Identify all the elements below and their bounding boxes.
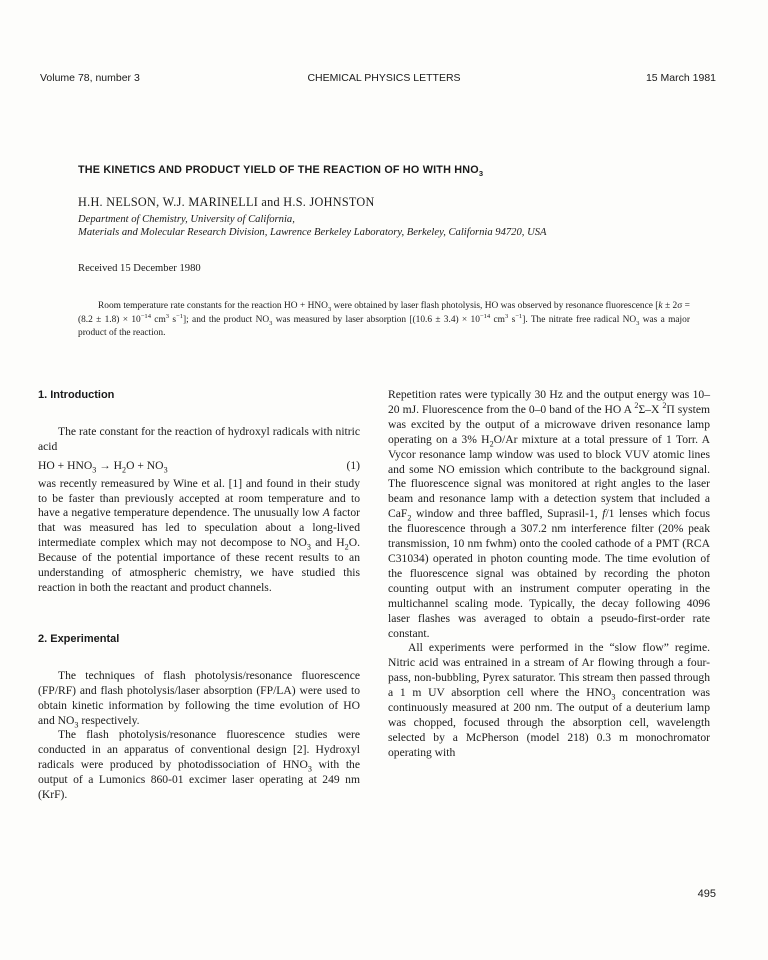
section-heading-experimental: 2. Experimental bbox=[38, 632, 120, 645]
section-heading-introduction: 1. Introduction bbox=[38, 389, 115, 401]
affiliation-laboratory: Materials and Molecular Research Division, Lawrence Berkeley Laboratory, Berkeley, California 94720, USA bbox=[78, 227, 547, 238]
affiliation-department: Department of Chemistry, University of California, bbox=[78, 214, 295, 225]
received-date: Received 15 December 1980 bbox=[78, 263, 201, 274]
abstract: Room temperature rate constants for the reaction HO + $HNO_3$ were obtained by laser flash photolysis, HO was observed by resonance fluorescence [$k \pm 2\sigma = (8.2 \pm 1.8) \times 10^{-14}$ $cm^3$ $s^{-1}$]; and the product $NO_3$ was measured by laser absorption [$(10.6 \pm 3.4) \times 10^{-14}$ $cm^3$ $s^{-1}$]. The nitrate free radical $NO_3$ was a major product of the reaction. bbox=[78, 301, 690, 339]
intro-paragraph: The rate constant for the reaction of hydroxyl radicals with nitric acid bbox=[38, 424, 360, 453]
article-title: THE KINETICS AND PRODUCT YIELD OF THE REACTION OF HO WITH $HNO_3$ bbox=[78, 164, 484, 179]
right-column bbox=[388, 388, 710, 761]
issue-date: 15 March 1981 bbox=[645, 72, 716, 84]
volume-number: Volume 78, number 3 bbox=[40, 72, 140, 84]
experimental-paragraph-3: All experiments were performed in the “slow flow” regime. Nitric acid was entrained in a stream of Ar flowing through a four-pass, non-bubbling, Pyrex saturator. This stream then passed through a 1 m UV absorption cell where the $HNO_3$ concentration was continuously measured at 200 nm. The output of a deuterium lamp was chopped, focused through the absorption cell, wavelength selected by a McPherson (model 218) 0.3 m monochromator operating with bbox=[388, 641, 710, 759]
left-column bbox=[38, 388, 360, 803]
equation-number: (1) bbox=[346, 458, 360, 472]
authors: H.H. NELSON, W.J. MARINELLI and H.S. JOHNSTON bbox=[78, 195, 375, 209]
equation-body: HO + $HNO_3 \to H_2O + NO_3$ bbox=[38, 458, 168, 475]
experimental-paragraph-2-cont: Repetition rates were typically 30 Hz and the output energy was 10–20 mJ. Fluorescence from the 0–0 band of the HO A $^2$Σ–X $^2$Π system was excited by the output of a microwave driven resonance lamp operating on a 3% $H_2O/Ar$ mixture at a total pressure of 1 Torr. A Vycor resonance lamp window was used to block VUV atomic lines and some NO emission which contribute to the background signal. The fluorescence signal was monitored at right angles to the laser beam and resonance lamp with a detection system that included a CaF$_2$ window and three baffled, Suprasil-1, f/1 lenses which focus the fluorescence through a 307.2 nm interference filter (20% peak transmission, 10 nm fwhm) onto the cooled cathode of a PMT (RCA C31034) operated in photon counting mode. The time evolution of the fluorescence signal was obtained by recording the photon counting output with an instrument computer operating in the multichannel scaling mode. Typically, the decay following 4096 laser flashes was averaged to obtain a pseudo-first-order rate constant. bbox=[388, 388, 710, 640]
equation-1 bbox=[38, 459, 360, 474]
journal-name: CHEMICAL PHYSICS LETTERS bbox=[307, 72, 461, 84]
experimental-paragraph-2: The flash photolysis/resonance fluorescence studies were conducted in an apparatus of conventional design [2]. Hydroxyl radicals were produced by photodissociation of $HNO_3$ with the output of a Lumonics 860-01 excimer laser operating at 249 nm (KrF). bbox=[38, 728, 360, 802]
intro-paragraph-cont: was recently remeasured by Wine et al. [1] and found in their study to be faster than previously accepted at room temperature and to have a negative temperature dependence. The unusually low A factor that was measured has led to speculation about a long-lived intermediate complex which may not decompose to $NO_3$ and $H_2O$. Because of the potential importance of these recent results to an understanding of atmospheric chemistry, we have studied this reaction in both the reactant and product channels. bbox=[38, 476, 360, 594]
experimental-paragraph-1: The techniques of flash photolysis/resonance fluorescence (FP/RF) and flash photolysis/laser absorption (FP/LA) were used to obtain kinetic information by following the time evolution of HO and $NO_3$ respectively. bbox=[38, 668, 360, 729]
page-number: 495 bbox=[697, 888, 716, 900]
affiliation bbox=[78, 213, 547, 239]
